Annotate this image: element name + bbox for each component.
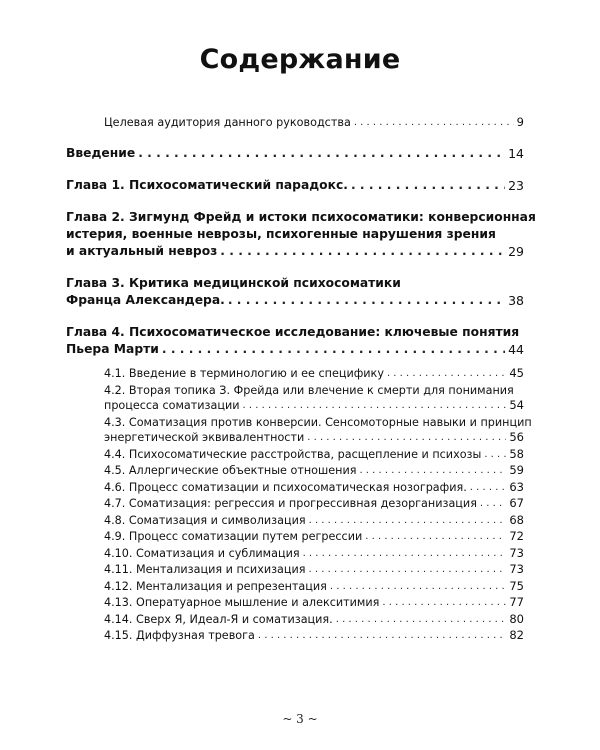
toc-entry-title: Франца Александера. xyxy=(66,293,225,307)
toc-page-number: 9 xyxy=(516,115,524,129)
toc-entry-title: 4.4. Психосоматические расстройства, расщепление и психозы xyxy=(104,447,482,461)
toc-entry-title: Пьера Марти xyxy=(66,342,159,356)
toc-entry-title: 4.8. Соматизация и символизация xyxy=(104,513,306,527)
dot-leader xyxy=(162,341,505,358)
page-title: Содержание xyxy=(199,44,401,75)
toc-page-number: 73 xyxy=(509,562,524,576)
toc-entry-title: Целевая аудитория данного руководства xyxy=(104,116,351,129)
toc-entry[interactable] xyxy=(66,115,524,130)
toc-entry-title: энергетической эквивалентности xyxy=(104,431,305,444)
dot-leader xyxy=(351,177,505,194)
dot-leader xyxy=(303,546,507,562)
toc-page-number: 54 xyxy=(509,398,524,412)
toc-chapter-entry[interactable] xyxy=(66,324,524,358)
toc-chapter-entry[interactable] xyxy=(66,177,524,194)
toc-page-number: 45 xyxy=(509,366,524,380)
toc-page-number: 82 xyxy=(509,628,524,642)
toc-entry-title: и актуальный невроз xyxy=(66,244,218,258)
dot-leader xyxy=(307,430,506,446)
toc-chapter-entry[interactable] xyxy=(66,275,524,309)
toc-subsection-entry[interactable] xyxy=(66,480,524,496)
toc-entry-title: процесса соматизации xyxy=(104,399,240,412)
toc-page-number: 72 xyxy=(509,529,524,543)
toc-entry-line: Глава 4. Психосоматическое исследование: ключевые понятия xyxy=(66,325,520,339)
toc-entry-title: 4.5. Аллергические объектные отношения xyxy=(104,464,357,477)
dot-leader xyxy=(258,628,506,644)
dot-leader xyxy=(365,529,506,545)
dot-leader xyxy=(330,579,506,595)
toc-entry-title: 4.10. Соматизация и сублимация xyxy=(104,546,300,560)
toc-page-number: 67 xyxy=(509,496,524,510)
toc-subsection-entry[interactable] xyxy=(66,579,524,595)
toc-page-number: 38 xyxy=(508,293,524,308)
toc-page-number: 44 xyxy=(508,342,524,357)
toc-entry-title: 4.15. Диффузная тревога xyxy=(104,629,255,642)
toc-entry-line: истерия, военные неврозы, психогенные нарушения зрения xyxy=(66,227,496,241)
toc-page-number: 56 xyxy=(509,430,524,444)
dot-leader xyxy=(243,398,507,414)
toc-page-number: 73 xyxy=(509,545,524,560)
toc-page-number: 68 xyxy=(509,512,524,527)
toc-entry-title: 4.11. Ментализация и психизация xyxy=(104,563,306,576)
toc-subsection-entry[interactable] xyxy=(66,595,524,611)
toc-entry-title: 4.1. Введение в терминологию и ее специфику xyxy=(104,367,384,380)
dot-leader xyxy=(480,496,506,512)
toc-page-number: 23 xyxy=(508,178,524,193)
toc-entry-line: 4.3. Соматизация против конверсии. Сенсомоторные навыки и принцип xyxy=(104,415,532,429)
toc-entry-title: 4.12. Ментализация и репрезентация xyxy=(104,579,327,593)
table-of-contents xyxy=(66,115,536,644)
dot-leader xyxy=(470,480,507,496)
dot-leader xyxy=(484,447,506,463)
dot-leader xyxy=(309,513,507,529)
toc-entry-line: Глава 2. Зигмунд Фрейд и истоки психосоматики: конверсионная xyxy=(66,210,536,224)
toc-subsection-entry[interactable] xyxy=(66,366,524,382)
toc-subsection-entry[interactable] xyxy=(66,513,524,529)
toc-entry-title: Глава 1. Психосоматический парадокс. xyxy=(66,178,348,192)
dot-leader xyxy=(309,562,507,578)
toc-entry-title: 4.14. Сверх Я, Идеал-Я и соматизация. xyxy=(104,612,333,626)
toc-subsection-entry[interactable] xyxy=(66,463,524,479)
dot-leader xyxy=(387,366,506,382)
toc-page-number: 63 xyxy=(509,479,524,494)
dot-leader xyxy=(138,145,505,162)
toc-entry-title: Введение xyxy=(66,146,136,160)
toc-page-number: 77 xyxy=(509,595,524,609)
toc-entry-title: 4.7. Соматизация: регрессия и прогрессивная дезорганизация xyxy=(104,497,477,510)
toc-subsection-entry[interactable] xyxy=(66,415,532,446)
dot-leader xyxy=(228,292,505,309)
toc-subsection-entry[interactable] xyxy=(66,529,524,545)
toc-chapter-entry[interactable] xyxy=(66,209,536,260)
toc-subsection-entry[interactable] xyxy=(66,447,524,463)
toc-page-number: 59 xyxy=(509,463,524,477)
toc-entry-title: 4.6. Процесс соматизации и психосоматическая нозография. xyxy=(104,480,467,494)
toc-subsection-entry[interactable] xyxy=(66,383,524,414)
toc-subsection-entry[interactable] xyxy=(66,612,524,628)
dot-leader xyxy=(382,595,506,611)
toc-page-number: 80 xyxy=(509,611,524,626)
toc-subsection-entry[interactable] xyxy=(66,562,524,578)
toc-page-number: 29 xyxy=(508,244,524,259)
dot-leader xyxy=(220,243,505,260)
toc-subsection-entry[interactable] xyxy=(66,546,524,562)
dot-leader xyxy=(359,463,506,479)
toc-page-number: 58 xyxy=(509,446,524,461)
toc-entry-title: 4.13. Оператуарное мышление и алекситимия xyxy=(104,596,380,609)
dot-leader xyxy=(354,115,514,130)
toc-subsection-entry[interactable] xyxy=(66,496,524,512)
toc-page-number: 75 xyxy=(509,578,524,593)
dot-leader xyxy=(336,612,507,628)
toc-subsection-entry[interactable] xyxy=(66,628,524,644)
toc-entry-title: 4.9. Процесс соматизации путем регрессии xyxy=(104,530,363,543)
toc-entry-line: 4.2. Вторая топика З. Фрейда или влечение к смерти для понимания xyxy=(104,383,514,397)
toc-page-number: 14 xyxy=(508,146,524,161)
page-number: ~ 3 ~ xyxy=(282,712,318,726)
toc-chapter-entry[interactable] xyxy=(66,145,524,162)
toc-entry-line: Глава 3. Критика медицинской психосоматики xyxy=(66,276,401,290)
